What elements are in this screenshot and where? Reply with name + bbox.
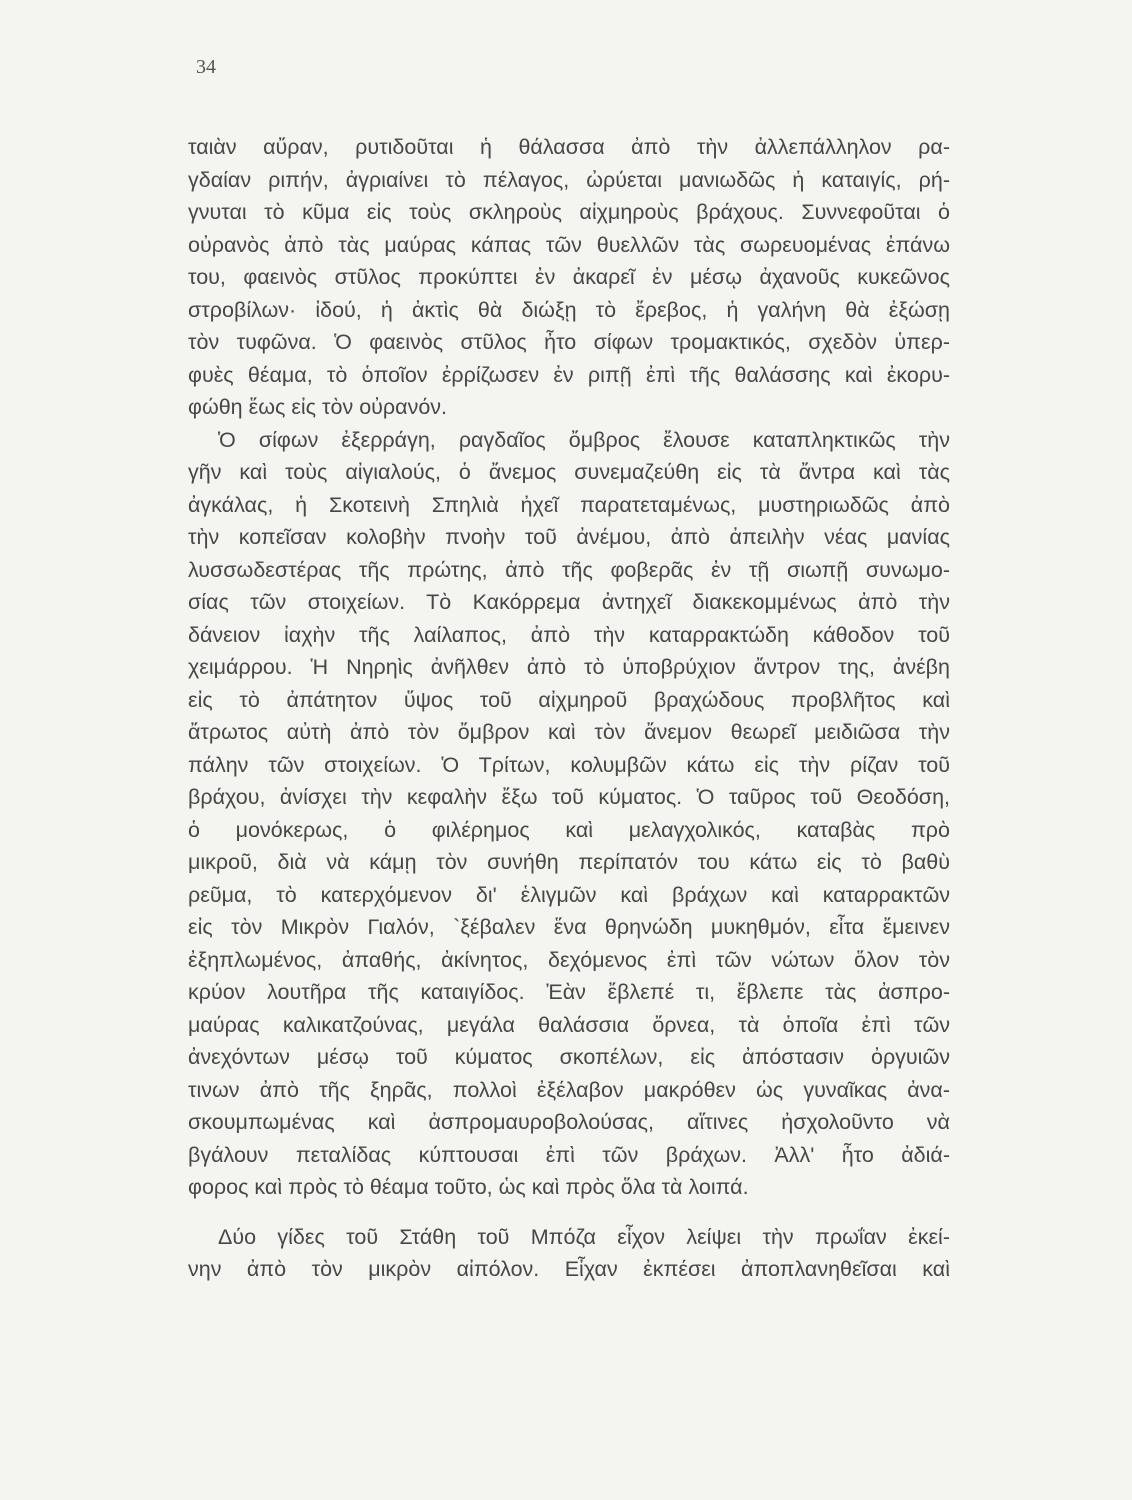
text-line: τινων ἀπὸ τῆς ξηρᾶς, πολλοὶ ἐξέλαβον μακρόθεν ὡς γυναῖκας ἀνα- xyxy=(188,1077,950,1102)
text-line: ἐξηπλωμένος, ἀπαθής, ἀκίνητος, δεχόμενος ἐπὶ τῶν νώτων ὅλον τὸν xyxy=(188,947,950,972)
text-line: κρύον λουτῆρα τῆς καταιγίδος. Ἐὰν ἔβλεπέ τι, ἔβλεπε τὰς ἀσπρο- xyxy=(188,980,950,1004)
text-line: δάνειον ἰαχὴν τῆς λαίλαπος, ἀπὸ τὴν καταρρακτώδη κάθοδον τοῦ xyxy=(188,622,950,647)
body-text xyxy=(188,131,950,1286)
text-line: ἀγκάλας, ἡ Σκοτεινὴ Σπηλιὰ ἠχεῖ παρατεταμένως, μυστηριωδῶς ἀπὸ xyxy=(188,492,950,517)
text-line: τὸν τυφῶνα. Ὁ φαεινὸς στῦλος ἦτο σίφων τρομακτικός, σχεδὸν ὑπερ- xyxy=(188,330,950,354)
text-line: Ὁ σίφων ἐξερράγη, ραγδαῖος ὄμβρος ἔλουσε καταπληκτικῶς τὴν xyxy=(218,427,950,452)
text-line: φορος καὶ πρὸς τὸ θέαμα τοῦτο, ὡς καὶ πρὸς ὅλα τὰ λοιπά. xyxy=(188,1175,749,1199)
text-line: εἰς τὸν Μικρὸν Γιαλόν, `ξέβαλεν ἕνα θρηνώδη μυκηθμόν, εἶτα ἔμεινεν xyxy=(188,915,950,939)
text-line: φώθη ἕως εἰς τὸν οὐρανόν. xyxy=(188,395,447,419)
text-line: Δύο γίδες τοῦ Στάθη τοῦ Μπόζα εἶχον λείψει τὴν πρωΐαν ἐκεί- xyxy=(218,1224,950,1249)
text-line: του, φαεινὸς στῦλος προκύπτει ἐν ἀκαρεῖ ἐν μέσῳ ἀχανοῦς κυκεῶνος xyxy=(188,265,950,289)
text-line: φυὲς θέαμα, τὸ ὁποῖον ἐρρίζωσεν ἐν ριπῇ ἐπὶ τῆς θαλάσσης καὶ ἐκορυ- xyxy=(188,362,950,387)
text-line: εἰς τὸ ἀπάτητον ὕψος τοῦ αἰχμηροῦ βραχώδους προβλῆτος καὶ xyxy=(188,687,950,712)
text-line: ἄτρωτος αὐτὴ ἀπὸ τὸν ὄμβρον καὶ τὸν ἄνεμον θεωρεῖ μειδιῶσα τὴν xyxy=(188,720,950,744)
text-line: τὴν κοπεῖσαν κολοβὴν πνοὴν τοῦ ἀνέμου, ἀπὸ ἀπειλὴν νέας μανίας xyxy=(188,525,950,549)
paragraph xyxy=(188,131,950,424)
text-line: στροβίλων· ἰδού, ἡ ἀκτὶς θὰ διώξῃ τὸ ἔρεβος, ἡ γαλήνη θὰ ἐξώσῃ xyxy=(188,297,950,322)
text-line: ἀνεχόντων μέσῳ τοῦ κύματος σκοπέλων, εἰς ἀπόστασιν ὀργυιῶν xyxy=(188,1045,950,1069)
text-line: νην ἀπὸ τὸν μικρὸν αἰπόλον. Εἶχαν ἐκπέσει ἀποπλανηθεῖσαι καὶ xyxy=(188,1257,950,1281)
text-line: βράχου, ἀνίσχει τὴν κεφαλὴν ἔξω τοῦ κύματος. Ὁ ταῦρος τοῦ Θεοδόση, xyxy=(188,785,950,809)
text-line: λυσσωδεστέρας τῆς πρώτης, ἀπὸ τῆς φοβερᾶς ἐν τῇ σιωπῇ συνωμο- xyxy=(188,557,950,582)
page-number: 34 xyxy=(196,56,216,78)
text-line: ὁ μονόκερως, ὁ φιλέρημος καὶ μελαγχολικός, καταβὰς πρὸ xyxy=(188,817,950,842)
text-line: γδαίαν ριπήν, ἀγριαίνει τὸ πέλαγος, ὠρύεται μανιωδῶς ἡ καταιγίς, ρή- xyxy=(188,167,950,192)
text-line: γῆν καὶ τοὺς αἰγιαλούς, ὁ ἄνεμος συνεμαζεύθη εἰς τὰ ἄντρα καὶ τὰς xyxy=(188,460,950,484)
text-line: σίας τῶν στοιχείων. Τὸ Κακόρρεμα ἀντηχεῖ διακεκομμένως ἀπὸ τὴν xyxy=(188,590,950,614)
text-line: βγάλουν πεταλίδας κύπτουσαι ἐπὶ τῶν βράχων. Ἀλλ' ἦτο ἀδιά- xyxy=(188,1142,950,1167)
text-line: χειμάρρου. Ἡ Νηρηὶς ἀνῆλθεν ἀπὸ τὸ ὑποβρύχιον ἄντρον της, ἀνέβη xyxy=(188,655,950,679)
text-line: ρεῦμα, τὸ κατερχόμενον δι' ἑλιγμῶν καὶ βράχων καὶ καταρρακτῶν xyxy=(188,882,950,907)
text-line: γνυται τὸ κῦμα εἰς τοὺς σκληροὺς αἰχμηροὺς βράχους. Συννεφοῦται ὁ xyxy=(188,200,950,224)
text-line: οὐρανὸς ἀπὸ τὰς μαύρας κάπας τῶν θυελλῶν τὰς σωρευομένας ἐπάνω xyxy=(188,232,950,257)
text-line: ταιὰν αὔραν, ρυτιδοῦται ἡ θάλασσα ἀπὸ τὴν ἀλλεπάλληλον ρα- xyxy=(188,135,950,159)
text-line: πάλην τῶν στοιχείων. Ὁ Τρίτων, κολυμβῶν κάτω εἰς τὴν ρίζαν τοῦ xyxy=(188,752,950,777)
text-line: μικροῦ, διὰ νὰ κάμῃ τὸν συνήθη περίπατόν του κάτω εἰς τὸ βαθὺ xyxy=(188,850,950,874)
paragraph xyxy=(188,1221,950,1286)
text-line: μαύρας καλικατζούνας, μεγάλα θαλάσσια ὄρνεα, τὰ ὁποῖα ἐπὶ τῶν xyxy=(188,1012,950,1037)
text-line: σκουμπωμένας καὶ ἀσπρομαυροβολούσας, αἵτινες ἠσχολοῦντο νὰ xyxy=(188,1110,950,1134)
paragraph xyxy=(188,424,950,1204)
